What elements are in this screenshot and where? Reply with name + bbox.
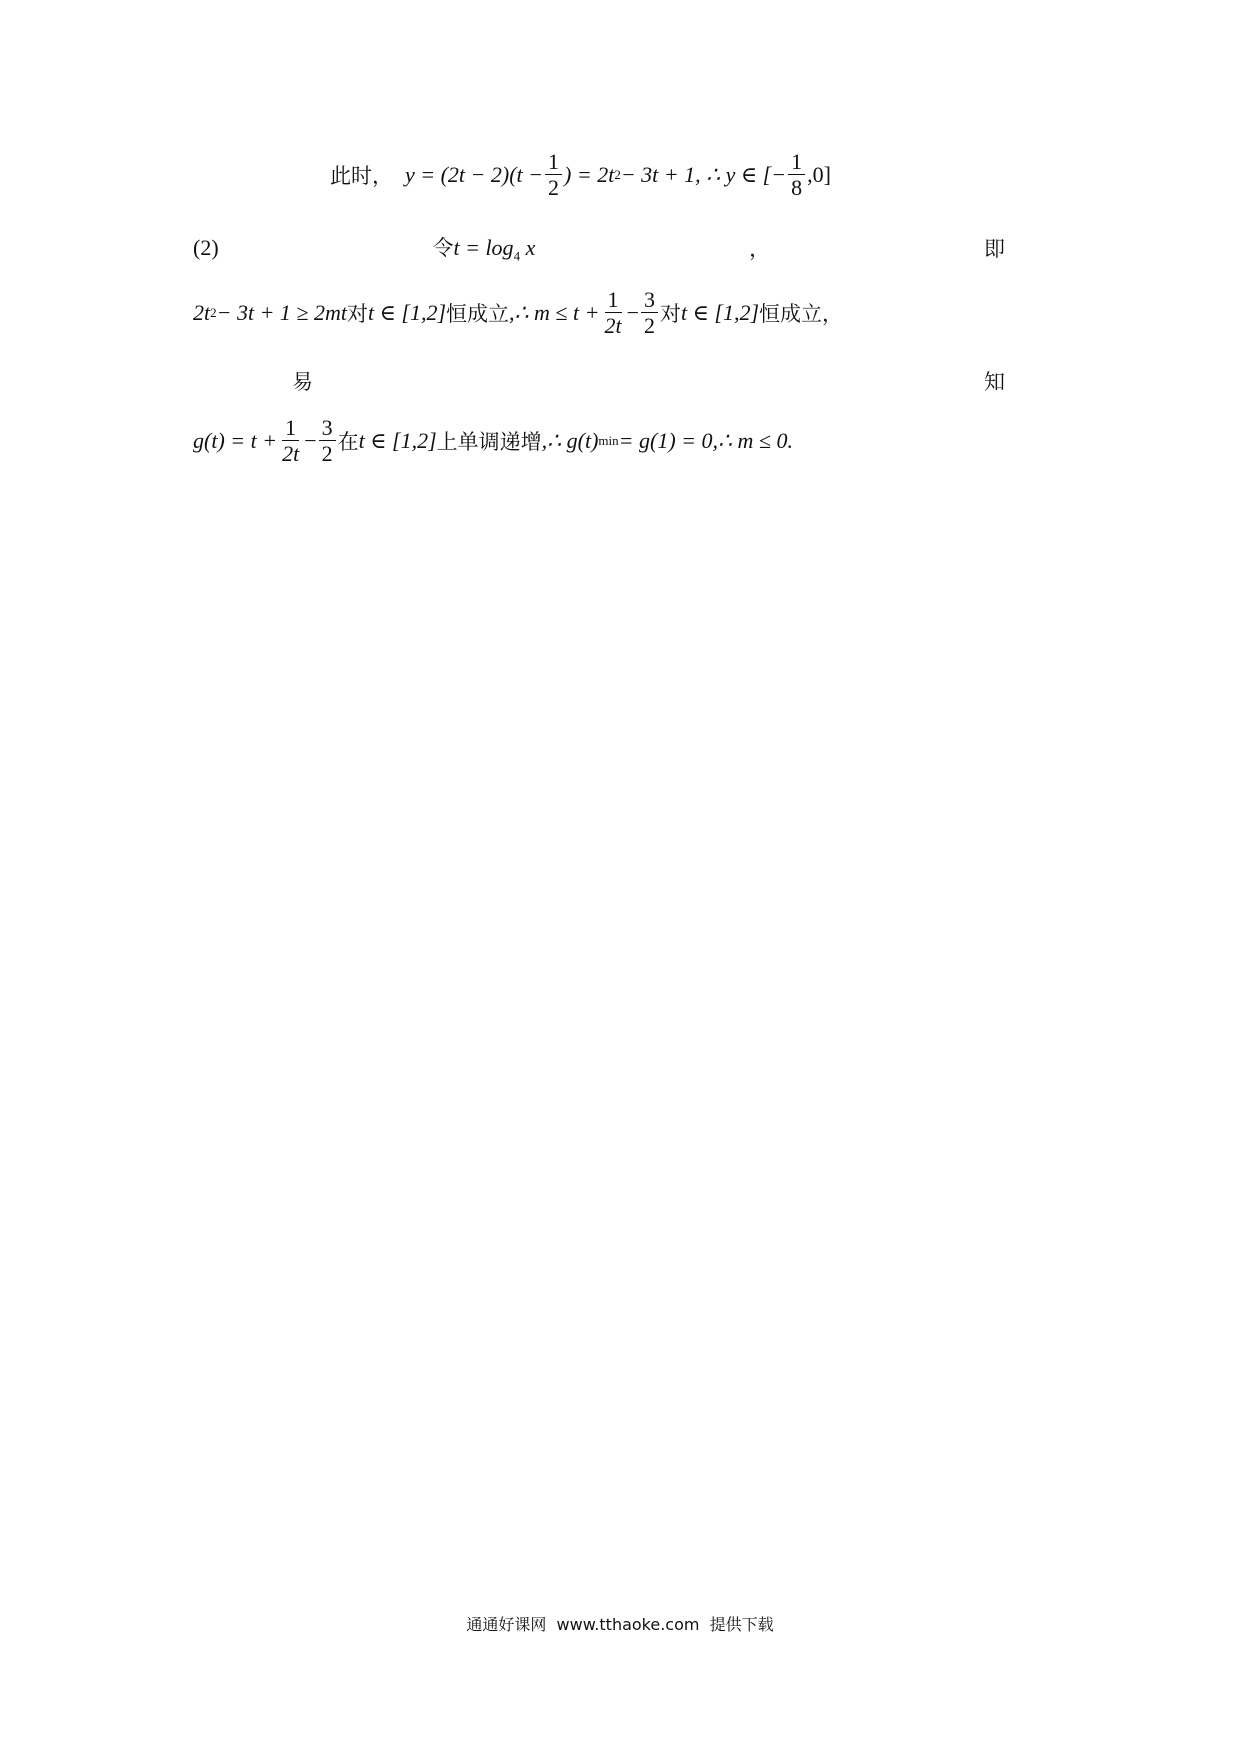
- inequality: 2t: [193, 299, 211, 325]
- equation-part: − 3t + 1, ∴ y ∈ [−: [620, 161, 787, 187]
- yi-char: 易: [292, 370, 313, 394]
- equation-part: ) = 2t: [564, 161, 615, 187]
- solution-line-4: [292, 366, 1005, 396]
- fraction-1-over-2t: $\frac{1}{2t}$: [282, 415, 300, 467]
- function-g: g(t) = t +: [193, 427, 278, 453]
- fraction-1-over-2t: $\frac{1}{2t}$: [604, 287, 622, 339]
- ji-char: 即: [983, 237, 1005, 262]
- solution-line-5: g(t) = t + $\frac{1}{2t}$ − $\frac{3}{2}$ 在 t ∈ [1,2] 上单调递增 ,∴ g(t) min = g(1) = 0,∴ m ≤ 0.: [193, 415, 793, 467]
- equation-part: ,0]: [807, 161, 831, 187]
- footer-source: 通通好课网 www.tthaoke.com 提供下载: [466, 1615, 774, 1634]
- comma: ，: [749, 237, 771, 262]
- exponent: 2: [614, 166, 621, 182]
- domain: t ∈ [1,2]: [681, 299, 760, 325]
- part-label: (2): [193, 235, 219, 261]
- lead-text: 此时，: [330, 163, 393, 188]
- fraction-3-over-2: $\frac{3}{2}$: [641, 288, 658, 337]
- domain: t ∈ [1,2]: [358, 427, 437, 453]
- substitution: 令$t = \log_4 x$: [432, 235, 536, 264]
- equation-part: y = (2t − 2)(t −: [405, 161, 544, 187]
- fraction-one-half: $\frac{1}{2}$: [545, 150, 562, 199]
- zhi-char: 知: [984, 370, 1005, 394]
- solution-line-3: 2t 2 − 3t + 1 ≥ 2mt 对 t ∈ [1,2] 恒成立 ,∴ m ≤ t + $\frac{1}{2t}$ − $\frac{3}{2}$ 对 t ∈ [1,2] 恒成立，: [193, 287, 844, 339]
- solution-line-1: [330, 150, 831, 199]
- fraction-3-over-2: $\frac{3}{2}$: [319, 416, 336, 465]
- solution-line-2: [193, 232, 1005, 264]
- domain: t ∈ [1,2]: [368, 299, 447, 325]
- fraction-one-eighth: $\frac{1}{8}$: [788, 150, 805, 199]
